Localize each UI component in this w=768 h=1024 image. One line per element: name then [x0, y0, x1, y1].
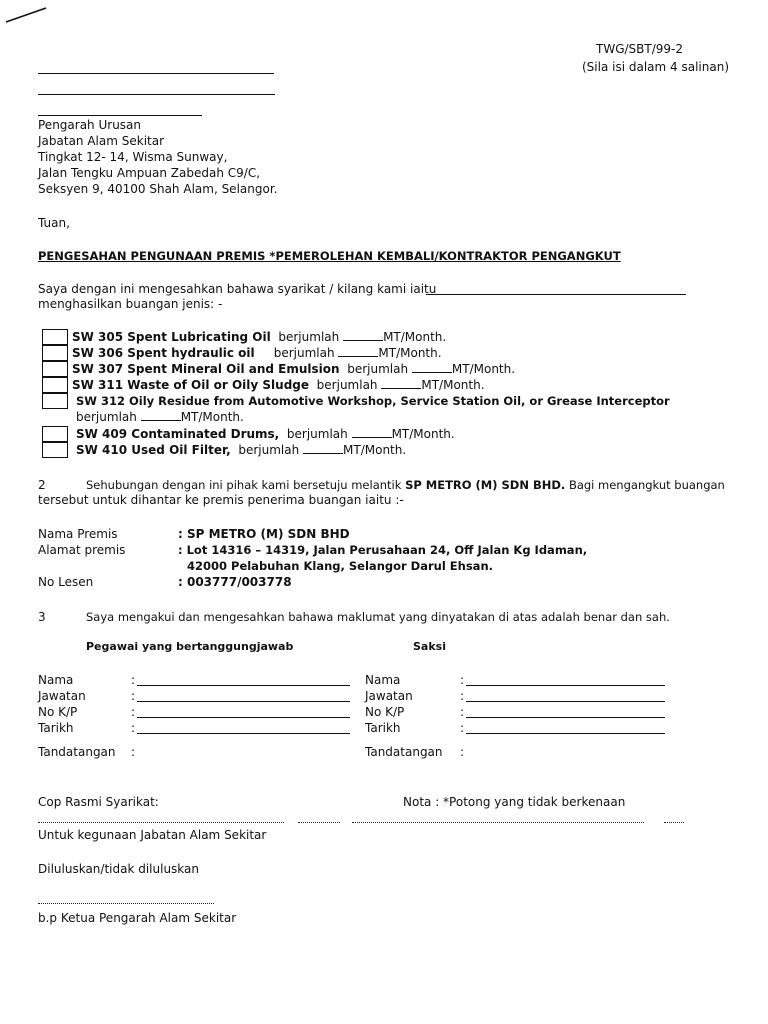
license-label: No Lesen: [38, 575, 94, 589]
checkbox-sw410[interactable]: [42, 442, 68, 458]
subject-heading: PENGESAHAN PENGUNAAN PREMIS *PEMEROLEHAN KEMBALI/KONTRAKTOR PENGANGKUT: [38, 249, 621, 263]
address-line: Pengarah Urusan: [38, 118, 142, 132]
officer-name-label: Nama: [38, 673, 74, 687]
waste-item-sw307: SW 307 Spent Mineral Oil and Emulsion berjumlah MT/Month.: [72, 362, 516, 376]
dotted-separator: [38, 822, 284, 823]
premise-address-line-2: 42000 Pelabuhan Klang, Selangor Darul Ehsan.: [187, 559, 493, 573]
colon: :: [460, 673, 465, 687]
waste-item-sw305: SW 305 Spent Lubricating Oil berjumlah MT/Month.: [72, 330, 447, 344]
waste-item-sw312-qty: berjumlah MT/Month.: [76, 410, 244, 424]
qty-field[interactable]: [412, 372, 452, 373]
sender-line-3[interactable]: [38, 115, 202, 116]
qty-field[interactable]: [343, 340, 383, 341]
address-line: Jabatan Alam Sekitar: [38, 134, 165, 148]
colon: :: [131, 705, 136, 719]
reference-code: TWG/SBT/99-2: [596, 42, 683, 56]
witness-ic-field[interactable]: [466, 717, 665, 718]
qty-field[interactable]: [352, 437, 392, 438]
sender-line-2[interactable]: [38, 94, 275, 95]
checkbox-sw312[interactable]: [42, 393, 68, 409]
dotted-separator: [352, 822, 644, 823]
checkbox-sw306[interactable]: [42, 345, 68, 361]
signoff-label: b.p Ketua Pengarah Alam Sekitar: [38, 911, 237, 925]
witness-heading: Saksi: [413, 640, 446, 653]
witness-name-field[interactable]: [466, 685, 665, 686]
approver-signature-line[interactable]: [38, 903, 214, 904]
pen-mark: [0, 0, 60, 30]
department-use-heading: Untuk kegunaan Jabatan Alam Sekitar: [38, 828, 267, 842]
company-stamp-label: Cop Rasmi Syarikat:: [38, 795, 159, 809]
colon: :: [460, 705, 465, 719]
officer-date-label: Tarikh: [38, 721, 74, 735]
witness-date-field[interactable]: [466, 733, 665, 734]
colon: :: [131, 721, 136, 735]
officer-name-field[interactable]: [137, 685, 350, 686]
license-value: : 003777/003778: [178, 575, 292, 589]
officer-ic-label: No K/P: [38, 705, 78, 719]
waste-item-sw311: SW 311 Waste of Oil or Oily Sludge berjumlah MT/Month.: [72, 378, 485, 392]
premise-name-label: Nama Premis: [38, 527, 118, 541]
officer-date-field[interactable]: [137, 733, 350, 734]
premise-address-line-1: : Lot 14316 – 14319, Jalan Perusahaan 24, Off Jalan Kg Idaman,: [178, 543, 588, 557]
para3-text: Saya mengakui dan mengesahkan bahawa maklumat yang dinyatakan di atas adalah benar dan sah.: [86, 610, 670, 624]
dotted-separator: [664, 822, 684, 823]
approval-status: Diluluskan/tidak diluluskan: [38, 862, 199, 876]
waste-item-sw306: SW 306 Spent hydraulic oil berjumlah MT/Month.: [72, 346, 442, 360]
witness-date-label: Tarikh: [365, 721, 401, 735]
dotted-separator: [298, 822, 340, 823]
waste-item-sw410: SW 410 Used Oil Filter, berjumlah MT/Month.: [76, 443, 407, 457]
qty-field[interactable]: [141, 420, 181, 421]
officer-signature-label: Tandatangan: [38, 745, 116, 759]
officer-position-field[interactable]: [137, 701, 350, 702]
para2-number: 2: [38, 478, 46, 492]
address-line: Jalan Tengku Ampuan Zabedah C9/C,: [38, 166, 261, 180]
salutation: Tuan,: [38, 216, 70, 230]
address-line: Tingkat 12- 14, Wisma Sunway,: [38, 150, 228, 164]
qty-field[interactable]: [381, 388, 421, 389]
checkbox-sw409[interactable]: [42, 426, 68, 442]
checkbox-sw311[interactable]: [42, 377, 68, 393]
officer-ic-field[interactable]: [137, 717, 350, 718]
company-name-field[interactable]: [426, 294, 686, 295]
qty-field[interactable]: [303, 453, 343, 454]
copies-note: (Sila isi dalam 4 salinan): [582, 60, 729, 74]
intro-line-2: menghasilkan buangan jenis: -: [38, 297, 223, 311]
witness-position-label: Jawatan: [365, 689, 413, 703]
colon: :: [131, 745, 136, 759]
witness-name-label: Nama: [365, 673, 401, 687]
colon: :: [131, 673, 136, 687]
colon: :: [460, 721, 465, 735]
qty-field[interactable]: [338, 356, 378, 357]
colon: :: [460, 745, 465, 759]
premise-name-value: : SP METRO (M) SDN BHD: [178, 527, 350, 541]
witness-signature-label: Tandatangan: [365, 745, 443, 759]
waste-item-sw409: SW 409 Contaminated Drums, berjumlah MT/Month.: [76, 427, 455, 441]
witness-position-field[interactable]: [466, 701, 665, 702]
premise-address-label: Alamat premis: [38, 543, 126, 557]
witness-ic-label: No K/P: [365, 705, 405, 719]
checkbox-sw305[interactable]: [42, 329, 68, 345]
note-text: Nota : *Potong yang tidak berkenaan: [403, 795, 626, 809]
officer-position-label: Jawatan: [38, 689, 86, 703]
colon: :: [460, 689, 465, 703]
sender-line-1[interactable]: [38, 73, 274, 74]
address-line: Seksyen 9, 40100 Shah Alam, Selangor.: [38, 182, 278, 196]
waste-item-sw312: SW 312 Oily Residue from Automotive Workshop, Service Station Oil, or Grease Interceptor: [76, 394, 670, 408]
para3-number: 3: [38, 610, 46, 624]
para2-line-1: Sehubungan dengan ini pihak kami bersetuju melantik SP METRO (M) SDN BHD. Bagi mengangkut buangan: [86, 478, 725, 492]
para2-line-2: tersebut untuk dihantar ke premis penerima buangan iaitu :-: [38, 493, 404, 507]
officer-heading: Pegawai yang bertanggungjawab: [86, 640, 294, 653]
colon: :: [131, 689, 136, 703]
intro-line-1: Saya dengan ini mengesahkan bahawa syarikat / kilang kami iaitu: [38, 282, 437, 296]
checkbox-sw307[interactable]: [42, 361, 68, 377]
